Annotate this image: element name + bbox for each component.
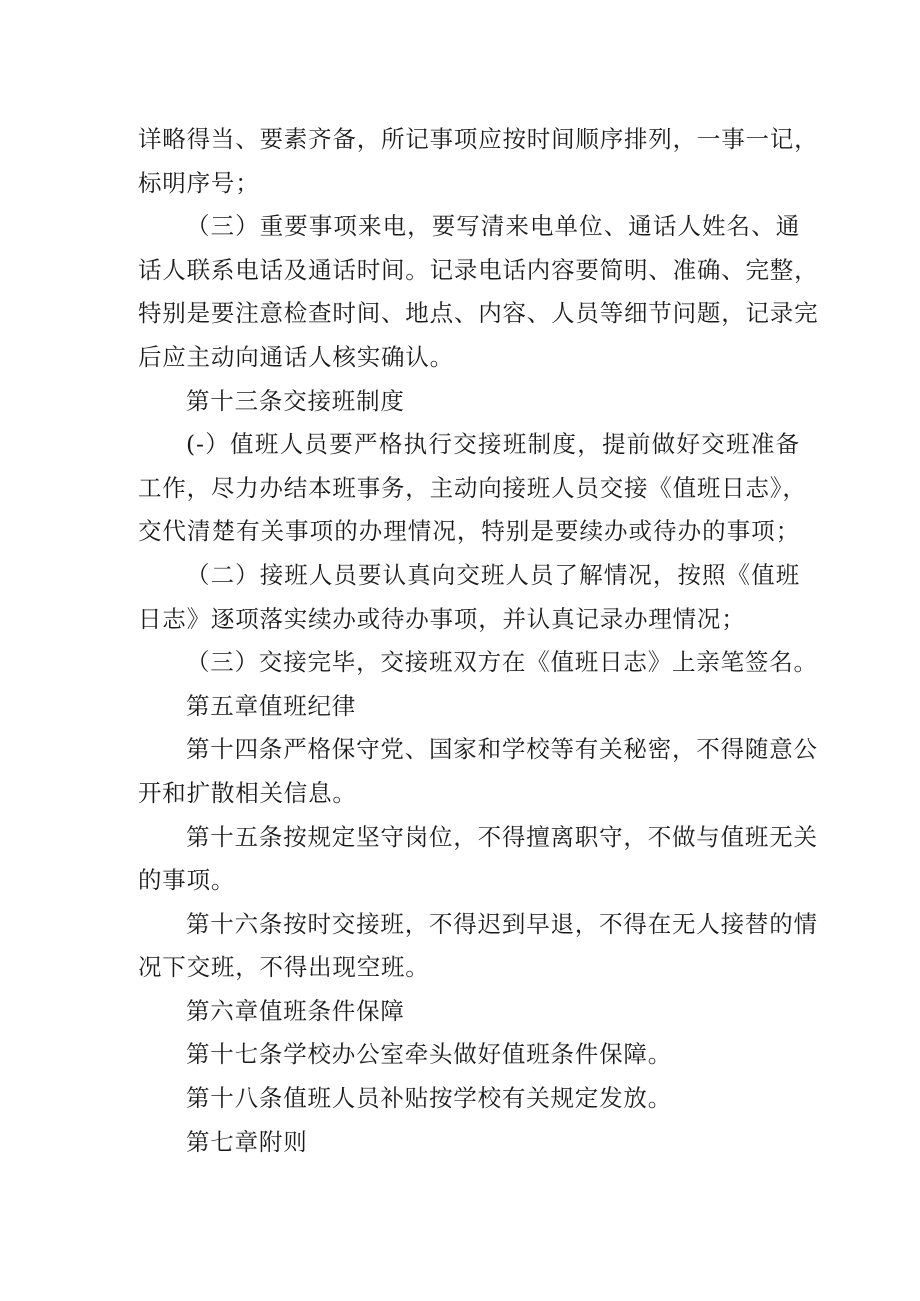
text-line: 第十八条值班人员补贴按学校有关规定发放。 — [186, 1084, 672, 1113]
text-line: 工作，尽力办结本班事务，主动向接班人员交接《值班日志》， — [138, 473, 807, 502]
text-line: 的事项。 — [138, 866, 236, 895]
chapter-heading: 第七章附则 — [186, 1127, 308, 1156]
text-line: 第十四条严格保守党、国家和学校等有关秘密，不得随意公 — [186, 735, 818, 764]
text-line: 详略得当、要素齐备，所记事项应按时间顺序排列，一事一记， — [138, 125, 819, 153]
chapter-heading: 第五章值班纪律 — [186, 691, 357, 720]
document-page — [138, 118, 819, 1164]
text-line: 交代清楚有关事项的办理情况，特别是要续办或待办的事项； — [138, 517, 800, 546]
text-line: （三）交接完毕，交接班双方在《值班日志》上亲笔签名。 — [186, 648, 818, 677]
text-line: （三）重要事项来电，要写清来电单位、通话人姓名、通 — [186, 212, 800, 241]
text-line: 第十六条按时交接班，不得迟到早退，不得在无人接替的情 — [186, 909, 818, 938]
text-line: (-）值班人员要严格执行交接班制度，提前做好交班准备 — [186, 430, 800, 459]
text-line: 开和扩散相关信息。 — [138, 778, 357, 807]
text-line: 第十七条学校办公室牵头做好值班条件保障。 — [186, 1040, 672, 1069]
chapter-heading: 第六章值班条件保障 — [186, 996, 405, 1025]
text-line: 况下交班，不得出现空班。 — [138, 953, 430, 982]
text-line: 特别是要注意检查时间、地点、内容、人员等细节问题，记录完 — [138, 299, 819, 328]
text-line: 日志》逐项落实续办或待办事项，并认真记录办理情况； — [138, 604, 746, 633]
text-line: 后应主动向通话人核实确认。 — [138, 342, 454, 371]
text-line: （二）接班人员要认真向交班人员了解情况，按照《值班 — [186, 560, 800, 589]
text-line: 第十五条按规定坚守岗位，不得擅离职守，不做与值班无关 — [186, 822, 818, 851]
text-line: 话人联系电话及通话时间。记录电话内容要简明、准确、完整， — [138, 255, 819, 284]
text-line: 标明序号； — [138, 168, 260, 197]
article-heading: 第十三条交接班制度 — [186, 386, 405, 415]
